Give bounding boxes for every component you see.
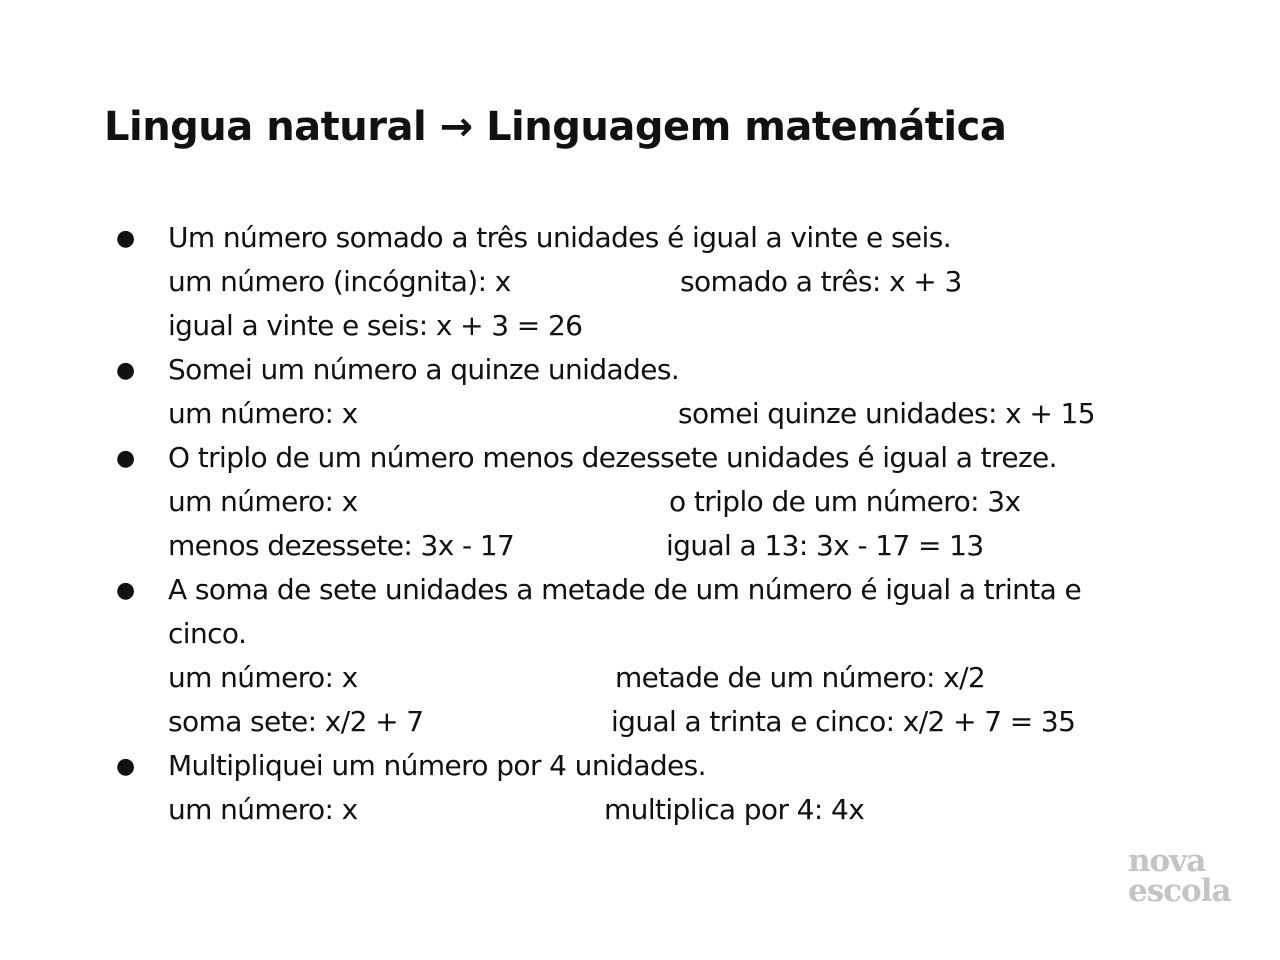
- detail-left: um número (incógnita): x: [168, 265, 511, 298]
- bullet-icon: ●: [116, 358, 135, 383]
- detail-left: um número: x: [168, 793, 358, 826]
- list-item: [0, 348, 1280, 392]
- item-detail-row: [0, 260, 1280, 304]
- list-item: [0, 568, 1280, 612]
- list-item: [0, 744, 1280, 788]
- bullet-icon: ●: [116, 578, 135, 603]
- slide-title: Lingua natural → Linguagem matemática: [104, 104, 1007, 150]
- item-sentence: O triplo de um número menos dezessete unidades é igual a treze.: [168, 441, 1057, 474]
- item-sentence: Um número somado a três unidades é igual a vinte e seis.: [168, 221, 952, 254]
- bullet-icon: ●: [116, 226, 135, 251]
- detail-right: somado a três: x + 3: [680, 265, 962, 298]
- list-item: [0, 216, 1280, 260]
- content-list: [0, 216, 1280, 832]
- item-detail-row: [0, 304, 1280, 348]
- item-detail-row: [0, 656, 1280, 700]
- detail-right: igual a 13: 3x - 17 = 13: [666, 529, 984, 562]
- detail-left: um número: x: [168, 485, 358, 518]
- item-sentence: Somei um número a quinze unidades.: [168, 353, 680, 386]
- item-sentence-continuation: [0, 612, 1280, 656]
- detail-left: menos dezessete: 3x - 17: [168, 529, 515, 562]
- detail-left: um número: x: [168, 397, 358, 430]
- item-detail-row: [0, 788, 1280, 832]
- nova-escola-logo: [1128, 843, 1231, 909]
- detail-right: metade de um número: x/2: [615, 661, 986, 694]
- detail-left: um número: x: [168, 661, 358, 694]
- item-detail-row: [0, 480, 1280, 524]
- bullet-icon: ●: [116, 446, 135, 471]
- item-sentence: Multipliquei um número por 4 unidades.: [168, 749, 706, 782]
- detail-left: igual a vinte e seis: x + 3 = 26: [168, 309, 583, 342]
- detail-right: somei quinze unidades: x + 15: [678, 397, 1095, 430]
- logo-line-1: nova: [1128, 843, 1206, 879]
- detail-right: igual a trinta e cinco: x/2 + 7 = 35: [611, 705, 1076, 738]
- list-item: [0, 436, 1280, 480]
- item-sentence-cont: cinco.: [168, 617, 247, 650]
- detail-right: multiplica por 4: 4x: [604, 793, 865, 826]
- detail-left: soma sete: x/2 + 7: [168, 705, 424, 738]
- item-sentence: A soma de sete unidades a metade de um número é igual a trinta e: [168, 573, 1082, 606]
- item-detail-row: [0, 392, 1280, 436]
- item-detail-row: [0, 524, 1280, 568]
- bullet-icon: ●: [116, 754, 135, 779]
- detail-right: o triplo de um número: 3x: [669, 485, 1021, 518]
- logo-line-2: escola: [1128, 873, 1231, 909]
- item-detail-row: [0, 700, 1280, 744]
